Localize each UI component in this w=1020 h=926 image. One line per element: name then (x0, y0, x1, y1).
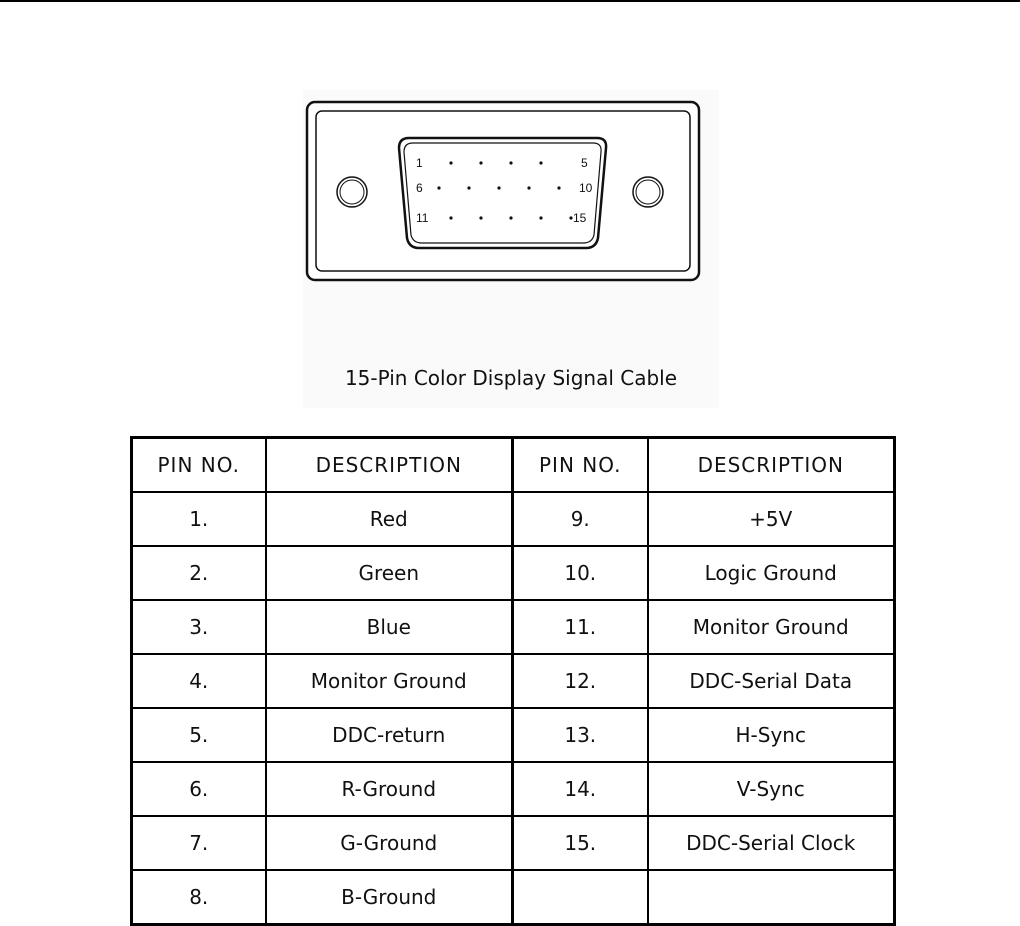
cell-description-right: H-Sync (648, 708, 895, 762)
table-header-row (132, 438, 895, 493)
cell-description-right: Monitor Ground (648, 600, 895, 654)
cell-pin-no-right: 12. (513, 654, 648, 708)
cell-description-left: R-Ground (266, 762, 513, 816)
header-pin-no-right: PIN NO. (513, 438, 648, 493)
header-description-left: DESCRIPTION (266, 438, 513, 493)
cell-pin-no-right (513, 870, 648, 925)
cell-description-left: Monitor Ground (266, 654, 513, 708)
cell-description-right: DDC-Serial Data (648, 654, 895, 708)
pin-label-11: 11 (416, 211, 429, 225)
cell-pin-no-left: 6. (132, 762, 266, 816)
cell-description-left: G-Ground (266, 816, 513, 870)
pin-dot (449, 216, 452, 219)
pin-dot (437, 186, 440, 189)
pin-dot (539, 161, 542, 164)
figure-caption: 15-Pin Color Display Signal Cable (344, 366, 678, 390)
pin-label-15: 15 (573, 211, 587, 225)
pin-dot (509, 161, 512, 164)
pin-dot (509, 216, 512, 219)
cell-pin-no-left: 5. (132, 708, 266, 762)
header-description-right: DESCRIPTION (648, 438, 895, 493)
cell-description-left: Blue (266, 600, 513, 654)
table-row (132, 546, 895, 600)
table-row (132, 816, 895, 870)
cell-pin-no-right: 15. (513, 816, 648, 870)
cell-description-left: B-Ground (266, 870, 513, 925)
pin-label-6: 6 (416, 181, 423, 195)
pin-label-1: 1 (416, 156, 423, 170)
pin-label-5: 5 (581, 156, 588, 170)
cell-pin-no-left: 2. (132, 546, 266, 600)
cell-description-right: DDC-Serial Clock (648, 816, 895, 870)
cell-description-left: DDC-return (266, 708, 513, 762)
cell-pin-no-left: 7. (132, 816, 266, 870)
cell-pin-no-right: 9. (513, 492, 648, 546)
table-row (132, 654, 895, 708)
cell-pin-no-left: 4. (132, 654, 266, 708)
connector-outer-shell (307, 102, 699, 280)
pin-dot (539, 216, 542, 219)
cell-pin-no-right: 14. (513, 762, 648, 816)
top-rule (0, 0, 1020, 2)
pin-dot (527, 186, 530, 189)
table-row (132, 600, 895, 654)
table-row (132, 762, 895, 816)
cell-pin-no-left: 3. (132, 600, 266, 654)
cell-description-left: Red (266, 492, 513, 546)
cell-description-left: Green (266, 546, 513, 600)
pin-dot (497, 186, 500, 189)
table-row (132, 708, 895, 762)
header-pin-no-left: PIN NO. (132, 438, 266, 493)
cell-pin-no-left: 8. (132, 870, 266, 925)
pin-assignment-table (130, 436, 896, 926)
cell-pin-no-left: 1. (132, 492, 266, 546)
cell-pin-no-right: 13. (513, 708, 648, 762)
cell-description-right: Logic Ground (648, 546, 895, 600)
cell-pin-no-right: 11. (513, 600, 648, 654)
cell-pin-no-right: 10. (513, 546, 648, 600)
pin-dot (557, 186, 560, 189)
pin-label-10: 10 (579, 181, 593, 195)
vga-connector-diagram (303, 98, 719, 288)
pin-dot (479, 216, 482, 219)
table-row (132, 492, 895, 546)
cell-description-right (648, 870, 895, 925)
cell-description-right: V-Sync (648, 762, 895, 816)
cell-description-right: +5V (648, 492, 895, 546)
table-row (132, 870, 895, 925)
pin-dot (449, 161, 452, 164)
pin-dot (479, 161, 482, 164)
pin-dot (467, 186, 470, 189)
